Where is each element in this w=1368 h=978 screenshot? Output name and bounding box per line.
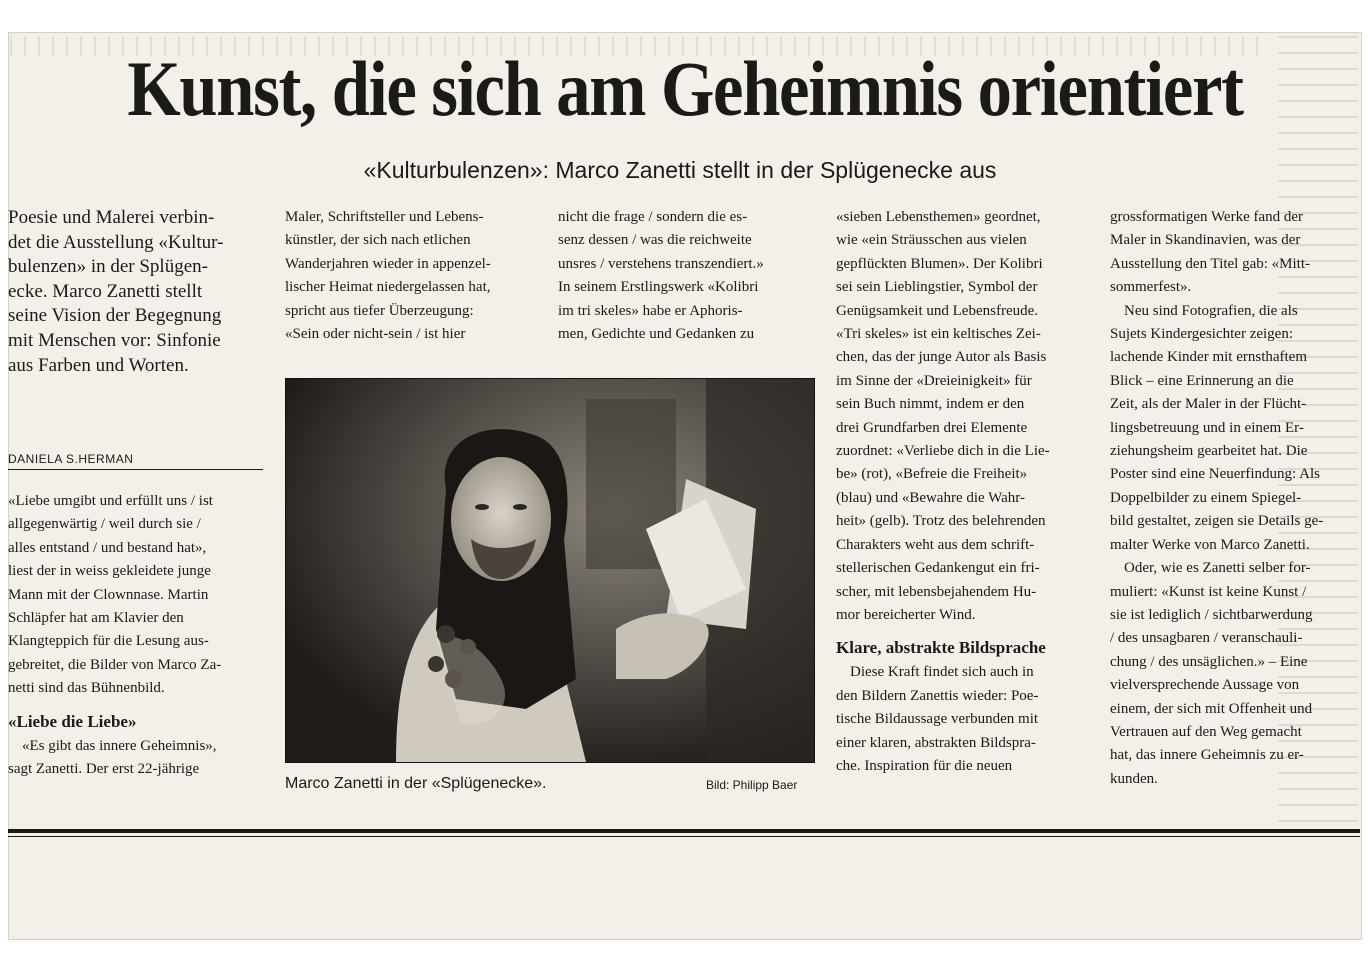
text-line: liest der in weiss gekleidete junge bbox=[8, 563, 211, 580]
text-line: den Bildern Zanettis wieder: Poe- bbox=[836, 687, 1039, 704]
subheadline: «Kulturbulenzen»: Marco Zanetti stellt in der Splügenecke aus bbox=[363, 157, 997, 183]
text-line: «sieben Lebensthemen» geordnet, bbox=[836, 209, 1041, 225]
text-line: muliert: «Kunst ist keine Kunst / bbox=[1110, 583, 1307, 600]
text-line: be» (rot), «Befreie die Freiheit» bbox=[836, 466, 1028, 483]
text-line: Doppelbilder zu einem Spiegel- bbox=[1110, 489, 1302, 506]
text-line: vielversprechende Aussage von bbox=[1110, 677, 1300, 694]
text-line: / des unsagbaren / veranschauli- bbox=[1110, 630, 1303, 647]
text-line: «Sein oder nicht-sein / ist hier bbox=[285, 326, 466, 343]
text-line: sein Buch nimmt, indem er den bbox=[836, 396, 1025, 413]
section-heading: Klare, abstrakte Bildsprache bbox=[836, 638, 1046, 658]
text-line: künstler, der sich nach etlichen bbox=[285, 232, 471, 249]
text-line: Vertrauen auf den Weg gemacht bbox=[1110, 723, 1302, 740]
text-line: Ausstellung den Titel gab: «Mitt- bbox=[1110, 255, 1311, 272]
article-photo bbox=[285, 378, 815, 763]
text-line: senz dessen / was die reichweite bbox=[558, 232, 752, 249]
column-4 bbox=[836, 206, 1090, 778]
text-line: «Tri skeles» ist ein keltisches Zei- bbox=[836, 326, 1041, 343]
text-line: Sujets Kindergesichter zeigen: bbox=[1110, 326, 1294, 343]
headline: Kunst, die sich am Geheimnis orientiert bbox=[127, 45, 1243, 132]
text-line: kunden. bbox=[1110, 770, 1158, 787]
text-line: «Liebe umgibt und erfüllt uns / ist bbox=[8, 493, 213, 509]
text-line: Zeit, als der Maler in der Flücht- bbox=[1110, 396, 1307, 413]
lead-line: ecke. Marco Zanetti stellt bbox=[8, 280, 203, 302]
text-line: zuordnet: «Verliebe dich in die Lie- bbox=[836, 443, 1050, 460]
text-line: sei sein Lieblingstier, Symbol der bbox=[836, 279, 1038, 296]
text-line: Klangteppich für die Lesung aus- bbox=[8, 633, 209, 650]
text-line: Poster sind eine Neuerfindung: Als bbox=[1110, 466, 1320, 483]
text-line: tische Bildaussage verbunden mit bbox=[836, 711, 1039, 728]
lead-line: aus Farben und Worten. bbox=[8, 354, 189, 376]
text-line: lingsbetreuung und in einem Er- bbox=[1110, 419, 1304, 436]
text-line: gepflückten Blumen». Der Kolibri bbox=[836, 255, 1043, 272]
lead-line: seine Vision der Begegnung bbox=[8, 305, 222, 327]
text-line: drei Grundfarben drei Elemente bbox=[836, 419, 1028, 436]
text-line: sagt Zanetti. Der erst 22-jährige bbox=[8, 761, 200, 778]
text-line: grossformatigen Werke fand der bbox=[1110, 209, 1304, 225]
text-line: im tri skeles» habe er Aphoris- bbox=[558, 302, 743, 319]
text-line: Genügsamkeit und Lebensfreude. bbox=[836, 302, 1039, 319]
text-line: Diese Kraft findet sich auch in bbox=[850, 664, 1034, 681]
column-2 bbox=[285, 206, 540, 346]
text-line: im Sinne der «Dreieinigkeit» für bbox=[836, 372, 1032, 389]
bottom-rule bbox=[8, 829, 1360, 833]
text-line: sie ist lediglich / sichtbarwerdung bbox=[1110, 606, 1313, 623]
text-line: men, Gedichte und Gedanken zu bbox=[558, 326, 755, 343]
text-line: sommerfest». bbox=[1110, 279, 1192, 296]
column-1 bbox=[8, 490, 264, 781]
text-line: ziehungsheim gearbeitet hat. Die bbox=[1110, 443, 1308, 460]
photo-credit: Bild: Philipp Baer bbox=[706, 778, 798, 792]
text-line: bild gestaltet, zeigen sie Details ge- bbox=[1110, 513, 1324, 530]
text-line: lachende Kinder mit ernsthaftem bbox=[1110, 349, 1308, 366]
text-line: malter Werke von Marco Zanetti. bbox=[1110, 536, 1310, 553]
text-line: allgegenwärtig / weil durch sie / bbox=[8, 516, 201, 533]
section-heading: «Liebe die Liebe» bbox=[8, 711, 137, 731]
text-line: einer klaren, abstrakten Bildspra- bbox=[836, 734, 1036, 751]
text-line: Charakters weht aus dem schrift- bbox=[836, 536, 1035, 553]
text-line: chen, das der junge Autor als Basis bbox=[836, 349, 1047, 366]
text-line: hat, das innere Geheimnis zu er- bbox=[1110, 747, 1304, 764]
text-line: mor bereicherter Wind. bbox=[836, 606, 976, 623]
column-5 bbox=[1110, 206, 1364, 791]
text-line: nicht die frage / sondern die es- bbox=[558, 209, 748, 225]
lead-paragraph bbox=[8, 206, 263, 378]
text-line: unsres / verstehens transzendiert.» bbox=[558, 255, 764, 272]
text-line: In seinem Erstlingswerk «Kolibri bbox=[558, 279, 759, 296]
lead-line: det die Ausstellung «Kultur- bbox=[8, 231, 224, 253]
text-line: (blau) und «Bewahre die Wahr- bbox=[836, 489, 1025, 506]
text-line: gebreitet, die Bilder von Marco Za- bbox=[8, 656, 222, 673]
lead-line: mit Menschen vor: Sinfonie bbox=[8, 329, 221, 351]
text-line: Schläpfer hat am Klavier den bbox=[8, 610, 184, 627]
text-line: «Es gibt das innere Geheimnis», bbox=[22, 737, 217, 754]
text-line: spricht aus tiefer Überzeugung: bbox=[285, 302, 474, 319]
text-line: che. Inspiration für die neuen bbox=[836, 757, 1013, 774]
text-line: Maler, Schriftsteller und Lebens- bbox=[285, 209, 484, 225]
byline: DANIELA S.HERMAN bbox=[8, 452, 263, 470]
lead-line: bulenzen» in der Splügen- bbox=[8, 256, 208, 278]
text-line: stellerischen Gedankengut ein fri- bbox=[836, 560, 1040, 577]
man-with-paper-photo bbox=[286, 379, 814, 762]
text-line: chung / des unsäglichen.» – Eine bbox=[1110, 653, 1308, 670]
text-line: Wanderjahren wieder in appenzel- bbox=[285, 255, 491, 272]
lead-line: Poesie und Malerei verbin- bbox=[8, 207, 215, 228]
text-line: wie «ein Sträusschen aus vielen bbox=[836, 232, 1027, 249]
text-line: alles entstand / und bestand hat», bbox=[8, 539, 207, 556]
photo-caption: Marco Zanetti in der «Splügenecke». bbox=[285, 775, 547, 792]
text-line: netti sind das Bühnenbild. bbox=[8, 680, 165, 697]
column-3 bbox=[558, 206, 814, 346]
text-line: heit» (gelb). Trotz des belehrenden bbox=[836, 513, 1046, 530]
text-line: Mann mit der Clownnase. Martin bbox=[8, 586, 209, 603]
text-line: lischer Heimat niedergelassen hat, bbox=[285, 279, 491, 296]
text-line: Blick – eine Erinnerung an die bbox=[1110, 372, 1294, 389]
bottom-rule-thin bbox=[8, 836, 1360, 837]
text-line: scher, mit lebensbejahendem Hu- bbox=[836, 583, 1037, 600]
text-line: Neu sind Fotografien, die als bbox=[1124, 302, 1298, 319]
text-line: Maler in Skandinavien, was der bbox=[1110, 232, 1301, 249]
text-line: Oder, wie es Zanetti selber for- bbox=[1124, 560, 1311, 577]
text-line: einem, der sich mit Offenheit und bbox=[1110, 700, 1313, 717]
